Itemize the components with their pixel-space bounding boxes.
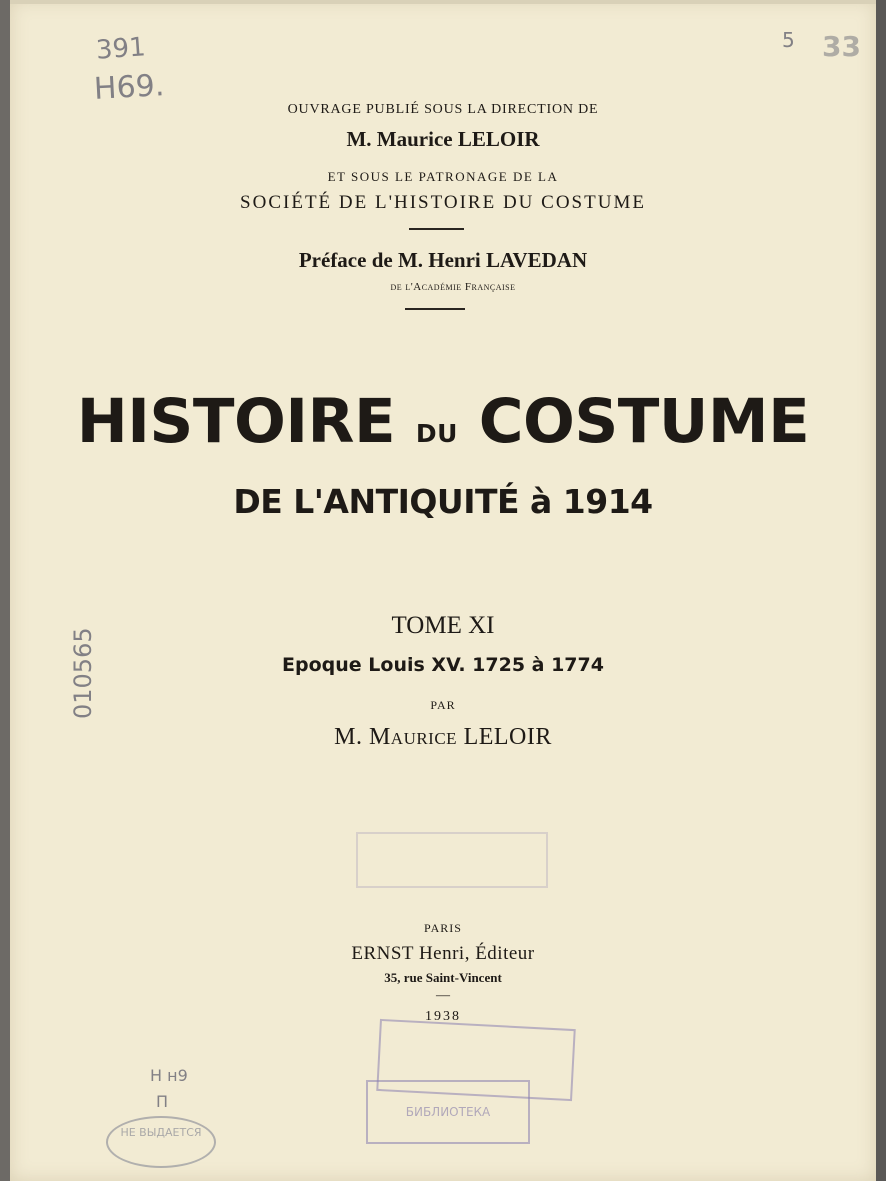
divider-2 [405, 308, 465, 310]
main-title-du: du [415, 410, 458, 451]
publisher-address: 35, rue Saint-Vincent [384, 970, 502, 985]
publisher-dash: — [436, 988, 450, 1003]
epoch-line: Epoque Louis XV. 1725 à 1774 [282, 654, 604, 676]
corner-mark: 5 [782, 28, 795, 52]
main-title [0, 386, 886, 457]
direction-line: OUVRAGE PUBLIÉ SOUS LA DIRECTION DE [287, 102, 599, 117]
subtitle: DE L'ANTIQUITÉ à 1914 [233, 482, 653, 521]
side-inventory-number: 010565 [69, 627, 97, 719]
publication-year: 1938 [425, 1009, 461, 1024]
oval-stamp-text: НЕ ВЫДАЕТСЯ [120, 1126, 202, 1139]
publisher-name: ERNST Henri, Éditeur [351, 943, 535, 964]
corner-stamp-number: 33 [822, 30, 861, 63]
library-stamp-text: БИБЛИОТЕКА [405, 1105, 491, 1119]
preface-line: Préface de M. Henri LAVEDAN [298, 248, 588, 272]
author-name: M. Maurice LELOIR [334, 724, 552, 750]
shelf-mark-code: H69. [93, 68, 166, 107]
tome-number: TOME XI [391, 612, 495, 639]
divider-1 [409, 228, 464, 230]
director-name: M. Maurice LELOIR [346, 127, 540, 151]
publisher-city: PARIS [424, 921, 462, 935]
main-title-histoire: HISTOIRE [76, 386, 396, 457]
society-name: SOCIÉTÉ DE L'HISTOIRE DU COSTUME [240, 192, 646, 213]
oval-restriction-stamp [106, 1116, 216, 1168]
academy-line: de l'Académie Française [390, 281, 516, 293]
shelf-mark-number: 391 [95, 32, 147, 66]
patronage-line: ET SOUS LE PATRONAGE DE LA [327, 169, 559, 184]
by-line: PAR [430, 698, 456, 712]
faint-library-stamp [356, 832, 548, 888]
pencil-note-2: П [156, 1092, 169, 1111]
pencil-note: Н н9 [150, 1066, 188, 1085]
page-top-edge [10, 0, 876, 4]
library-stamp-lower [366, 1080, 530, 1144]
main-title-costume: COSTUME [478, 386, 810, 457]
